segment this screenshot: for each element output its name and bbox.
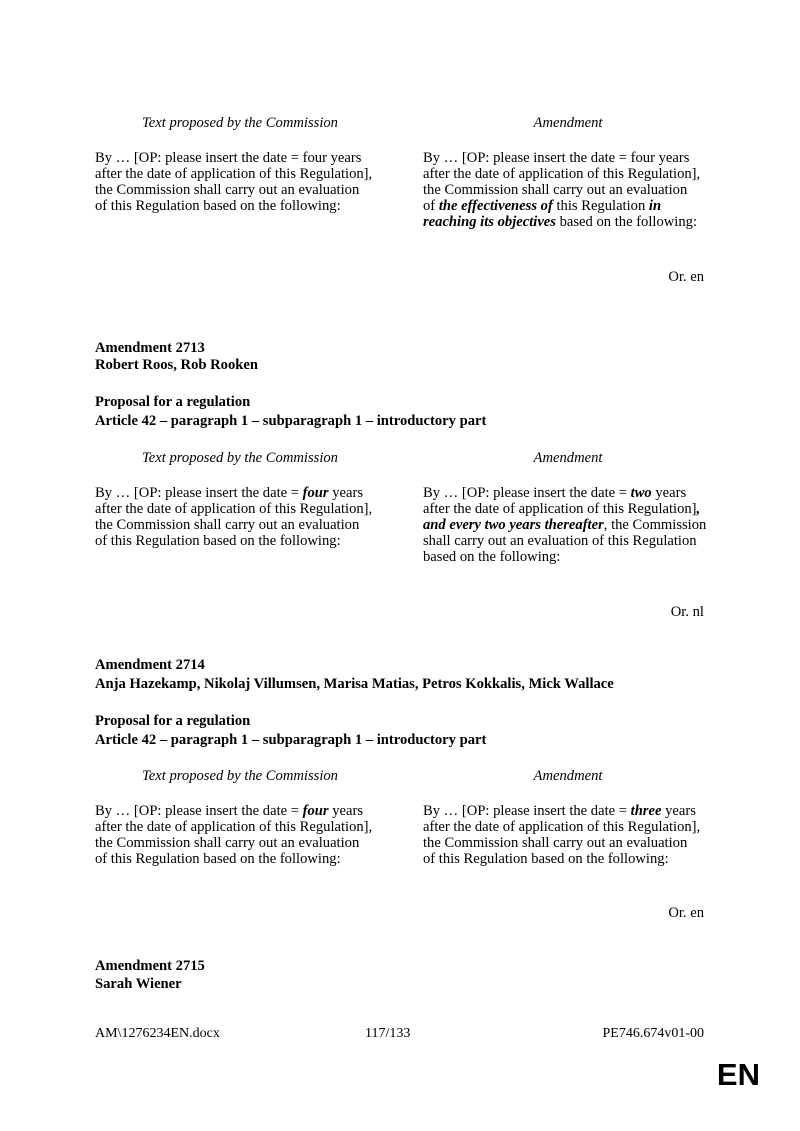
column-header-commission: Text proposed by the Commission [142, 115, 338, 131]
amendment-text: By … [OP: please insert the date = four years after the date of application of this Regulation], the Commission shall carry out an evaluation of the effectiveness of this Regulation in reaching its objectives based on the following: [423, 150, 701, 230]
column-header-amendment: Amendment [533, 450, 603, 466]
commission-text: By … [OP: please insert the date = four years after the date of application of this Regulation], the Commission shall carry out an evaluation of this Regulation based on the following: [95, 803, 373, 867]
origin-language: Or. en [668, 905, 704, 921]
footer-pe-number: PE746.674v01-00 [602, 1026, 704, 1041]
amendment-number: Amendment 2715 [95, 958, 205, 974]
amendment-text: By … [OP: please insert the date = two years after the date of application of this Regulation], and every two years thereafter, the Commission shall carry out an evaluation of this Regulation based on the following: [423, 485, 707, 565]
origin-language: Or. en [668, 269, 704, 285]
commission-text: By … [OP: please insert the date = four years after the date of application of this Regulation], the Commission shall carry out an evaluation of this Regulation based on the following: [95, 150, 373, 214]
proposal-title: Proposal for a regulation [95, 713, 251, 729]
column-header-amendment: Amendment [533, 115, 603, 131]
amendment-number: Amendment 2713 [95, 340, 205, 356]
origin-language: Or. nl [670, 604, 704, 620]
footer-page-number: 117/133 [365, 1026, 411, 1041]
amendment-authors: Anja Hazekamp, Nikolaj Villumsen, Marisa Matias, Petros Kokkalis, Mick Wallace [95, 676, 614, 692]
amendment-text: By … [OP: please insert the date = three years after the date of application of this Regulation], the Commission shall carry out an evaluation of this Regulation based on the following: [423, 803, 701, 867]
proposal-title: Proposal for a regulation [95, 394, 251, 410]
column-header-amendment: Amendment [533, 768, 603, 784]
language-code: EN [716, 1057, 760, 1092]
article-reference: Article 42 – paragraph 1 – subparagraph 1 – introductory part [95, 732, 487, 748]
amendment-authors: Sarah Wiener [95, 976, 182, 992]
amendment-authors: Robert Roos, Rob Rooken [95, 357, 258, 373]
amendment-number: Amendment 2714 [95, 657, 205, 673]
column-header-commission: Text proposed by the Commission [142, 768, 338, 784]
article-reference: Article 42 – paragraph 1 – subparagraph 1 – introductory part [95, 413, 487, 429]
commission-text: By … [OP: please insert the date = four years after the date of application of this Regulation], the Commission shall carry out an evaluation of this Regulation based on the following: [95, 485, 373, 549]
column-header-commission: Text proposed by the Commission [142, 450, 338, 466]
footer-document-ref: AM\1276234EN.docx [95, 1026, 220, 1041]
